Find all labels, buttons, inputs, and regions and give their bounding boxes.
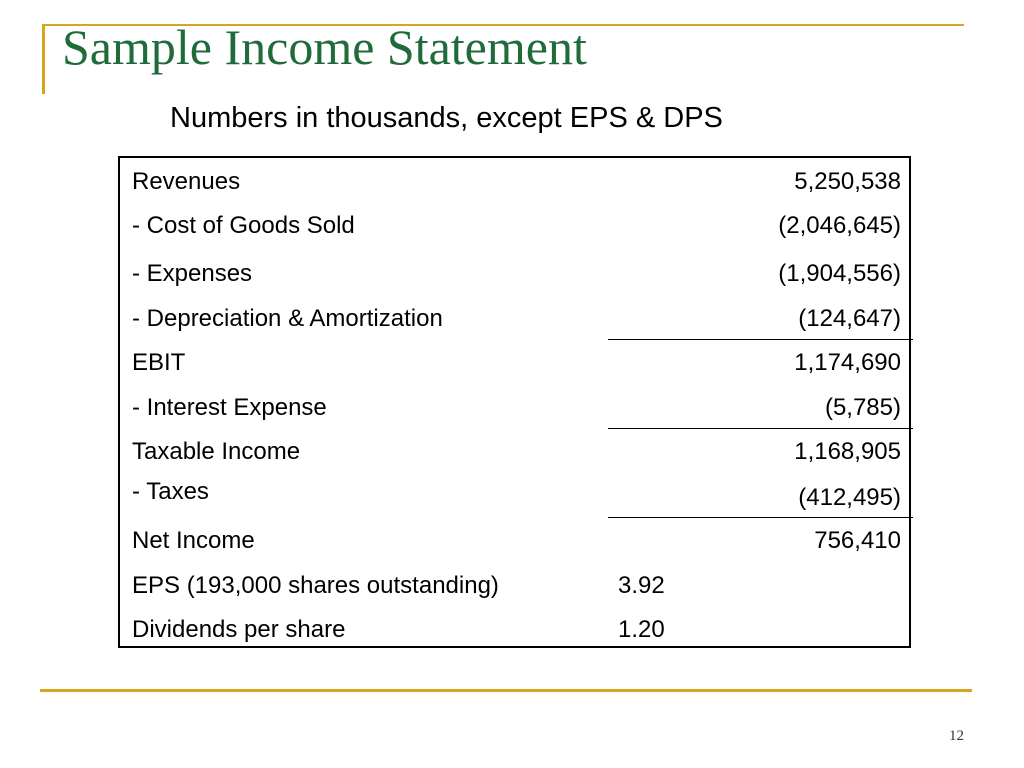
statement-row-cost-of-goods-sold	[120, 204, 909, 244]
row-value: 1.20	[618, 616, 665, 643]
statement-row-revenues	[120, 160, 909, 200]
statement-row-dividends-per-share	[120, 608, 909, 648]
statement-row-ebit	[120, 341, 909, 381]
statement-row-eps	[120, 564, 909, 604]
slide-subtitle: Numbers in thousands, except EPS & DPS	[170, 102, 723, 134]
statement-row-expenses	[120, 252, 909, 292]
row-label: - Taxes	[132, 478, 209, 505]
row-value: 3.92	[618, 572, 665, 599]
row-label: - Depreciation & Amortization	[132, 305, 443, 332]
row-label: Net Income	[132, 527, 255, 554]
statement-row-taxes-amount	[120, 476, 909, 516]
row-amount: 756,410	[814, 527, 901, 554]
subtotal-rule	[608, 428, 913, 429]
row-label: EPS (193,000 shares outstanding)	[132, 572, 499, 599]
row-amount: (1,904,556)	[778, 260, 901, 287]
row-label: Dividends per share	[132, 616, 346, 643]
statement-row-interest-expense	[120, 386, 909, 426]
corner-accent-bar	[42, 24, 45, 94]
row-amount: (124,647)	[798, 305, 901, 332]
row-label: - Interest Expense	[132, 394, 327, 421]
subtotal-rule	[608, 339, 913, 340]
row-amount: (5,785)	[824, 394, 901, 421]
row-amount: (412,495)	[798, 484, 901, 511]
slide-title: Sample Income Statement	[62, 19, 587, 75]
income-statement-table	[118, 156, 911, 648]
row-label: - Expenses	[132, 260, 253, 287]
row-label: Taxable Income	[132, 438, 301, 465]
row-amount: 1,168,905	[794, 438, 901, 465]
page-number: 12	[949, 728, 964, 744]
row-label: EBIT	[132, 349, 186, 376]
row-amount: 1,174,690	[794, 349, 901, 376]
subtotal-rule	[608, 517, 913, 518]
statement-row-taxable-income	[120, 430, 909, 470]
row-amount: 5,250,538	[794, 168, 901, 195]
bottom-accent-rule	[40, 689, 972, 692]
statement-row-depreciation	[120, 297, 909, 337]
statement-row-net-income	[120, 519, 909, 559]
row-amount: (2,046,645)	[778, 212, 901, 239]
row-label: - Cost of Goods Sold	[132, 212, 355, 239]
row-label: Revenues	[132, 168, 241, 195]
